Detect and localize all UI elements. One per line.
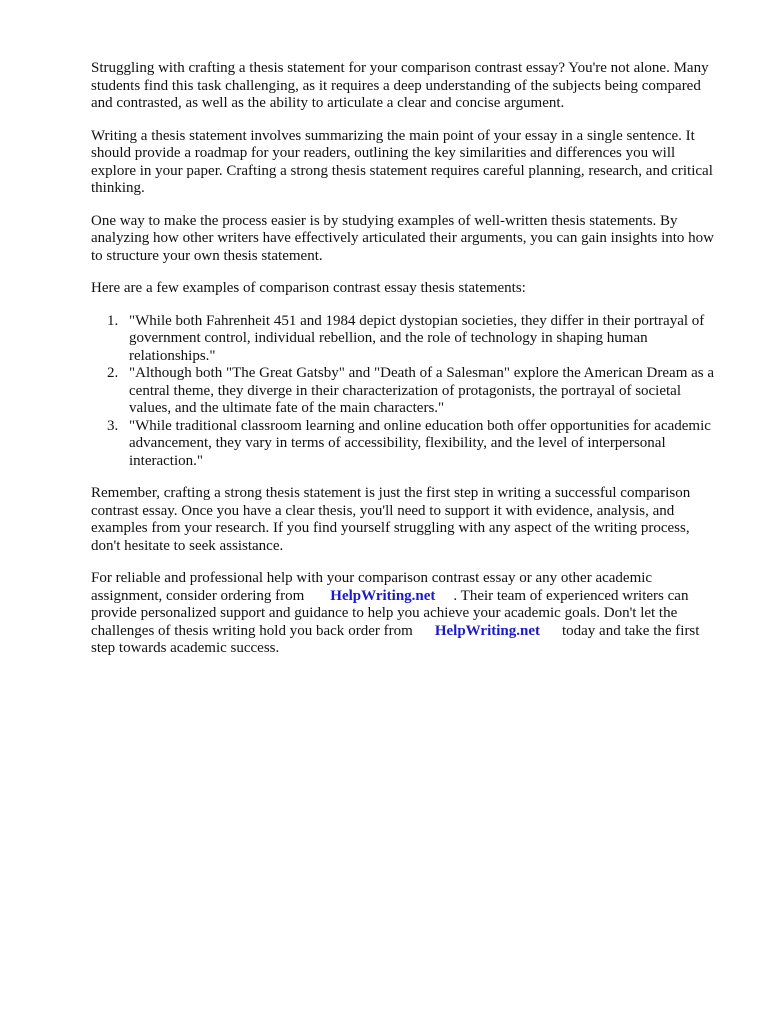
closing-paragraph: Remember, crafting a strong thesis statement is just the first step in writing a successful comparison contrast essay. Once you have a clear thesis, you'll need to support it with evidence, analysis, and examples from your research. If you find yourself struggling with any aspect of the writing process, don't hesitate to seek assistance. <box>91 485 691 554</box>
intro-paragraph: Struggling with crafting a thesis statement for your comparison contrast essay? You're not alone. Many students find this task challenging, as it requires a deep understanding of the subjects being compared and contrasted, as well as the ability to articulate a clear and concise argument. <box>91 60 709 111</box>
list-item-text: "While both Fahrenheit 451 and 1984 depict dystopian societies, they differ in their portrayal of government control, individual rebellion, and the role of technology in shaping human relationships." <box>129 312 705 364</box>
examples-list <box>91 313 721 471</box>
list-item <box>91 365 721 418</box>
list-item-number: 1. <box>107 312 119 329</box>
cta-text-order-from: order from <box>348 622 413 639</box>
cta-text-middle: . Their team of experienced writers can provide personalized support and guidance to help you achieve your academic goals. Don't let the challenges of thesis writing hold you back <box>91 587 689 639</box>
cta-text-after-link: today and take the first step towards academic success. <box>91 622 700 656</box>
cta-text-before-link: For reliable and professional help with your comparison contrast essay or any other academic assignment, consider ordering from <box>91 570 653 604</box>
list-item-number: 3. <box>107 417 119 434</box>
helpwriting-link-first[interactable]: HelpWriting.net <box>330 587 436 604</box>
list-item-text: "Although both "The Great Gatsby" and "Death of a Salesman" explore the American Dream as a central theme, they diverge in their characterization of protagonists, the portrayal of societal values, and the ultimate fate of the main characters." <box>129 365 715 416</box>
document-page <box>91 60 721 673</box>
list-item-text: "While traditional classroom learning and online education both offer opportunities for academic advancement, they vary in terms of accessibility, flexibility, and the level of interpersonal interaction." <box>129 417 711 469</box>
list-item <box>91 418 721 471</box>
helpwriting-link-second[interactable]: HelpWriting.net <box>434 622 540 639</box>
list-item <box>91 313 721 366</box>
examples-intro-paragraph: Here are a few examples of comparison contrast essay thesis statements: <box>91 280 526 296</box>
list-item-number: 2. <box>107 365 119 381</box>
study-examples-paragraph: One way to make the process easier is by studying examples of well-written thesis statements. By analyzing how other writers have effectively articulated their arguments, you can gain insights into how to structure your own thesis statement. <box>91 212 715 264</box>
cta-paragraph <box>91 570 721 658</box>
thesis-definition-paragraph: Writing a thesis statement involves summarizing the main point of your essay in a single sentence. It should provide a roadmap for your readers, outlining the key similarities and differences you will explore in your paper. Crafting a strong thesis statement requires careful planning, research, and critical thinking. <box>91 127 713 196</box>
